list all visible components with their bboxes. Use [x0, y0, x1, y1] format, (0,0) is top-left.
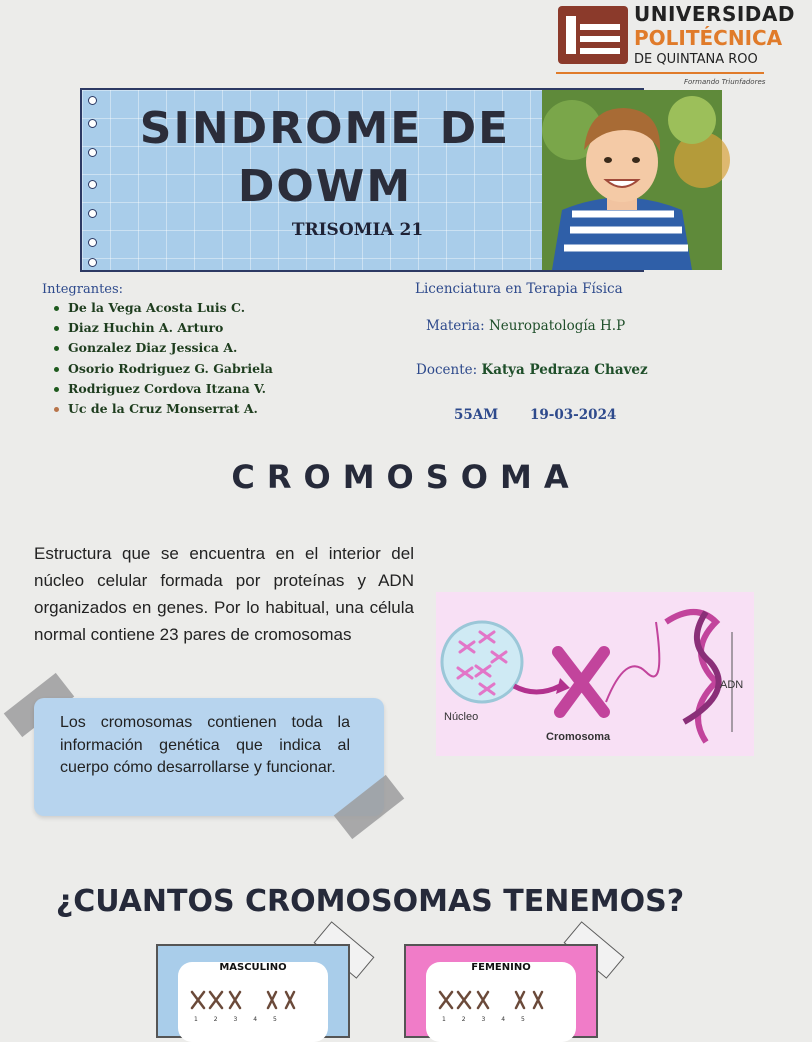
- member-item: Osorio Rodriguez G. Gabriela: [52, 359, 273, 379]
- binder-ring: [88, 180, 97, 189]
- university-logo: [558, 6, 628, 64]
- teacher-value: Katya Pedraza Chavez: [481, 362, 648, 378]
- binder-ring: [88, 119, 97, 128]
- logo-motto: Formando Triunfadores: [684, 78, 766, 86]
- chromosome-label: Cromosoma: [546, 731, 611, 743]
- male-karyotype-card: [156, 944, 350, 1038]
- page-title: SINDROME DE DOWM: [139, 103, 511, 212]
- info-note-text: Los cromosomas contienen toda la información genética que indica al cuerpo cómo desarrollarse y funcionar.: [60, 714, 350, 776]
- chromosome-definition: Estructura que se encuentra en el interior del núcleo celular formada por proteínas y ADN organizados en genes. Por lo habitual, una célula normal contiene 23 pares de cromosomas: [34, 544, 414, 644]
- member-item: Uc de la Cruz Monserrat A.: [52, 399, 273, 419]
- female-label: FEMENINO: [471, 962, 531, 973]
- logo-line-2: POLITÉCNICA: [634, 26, 783, 50]
- dna-label: ADN: [720, 679, 744, 691]
- binder-ring: [88, 148, 97, 157]
- chromosome-illustration: [436, 592, 754, 756]
- binder-ring: [88, 238, 97, 247]
- binder-ring: [88, 209, 97, 218]
- member-item: De la Vega Acosta Luis C.: [52, 298, 273, 318]
- teacher-row: [416, 362, 648, 378]
- subject-label: Materia:: [426, 318, 485, 334]
- member-item: Gonzalez Diaz Jessica A.: [52, 338, 273, 358]
- male-label: MASCULINO: [219, 962, 287, 973]
- date: 19-03-2024: [530, 407, 617, 423]
- logo-line-3: DE QUINTANA ROO: [634, 52, 758, 67]
- binder-ring: [88, 258, 97, 267]
- members-label: Integrantes:: [42, 282, 124, 297]
- group-code: 55AM: [454, 407, 499, 423]
- members-list: [52, 298, 273, 419]
- karyotype-panel: [426, 962, 576, 1042]
- member-item: Diaz Huchin A. Arturo: [52, 318, 273, 338]
- binder-ring: [88, 96, 97, 105]
- karyotype-numbers: 1 2 3 4 5: [194, 1016, 277, 1023]
- logo-line-1: UNIVERSIDAD: [634, 2, 795, 26]
- logo-divider: [556, 72, 764, 74]
- female-karyotype-card: [404, 944, 598, 1038]
- degree-name: Licenciatura en Terapia Física: [415, 281, 623, 297]
- karyotype-panel: [178, 962, 328, 1042]
- question-title: ¿CUANTOS CROMOSOMAS TENEMOS?: [55, 884, 685, 919]
- member-item: Rodriguez Cordova Itzana V.: [52, 379, 273, 399]
- page-subtitle: TRISOMIA 21: [291, 220, 424, 240]
- nucleus-label: Núcleo: [444, 711, 479, 723]
- section-title: CROMOSOMA: [231, 458, 581, 496]
- subject-value: Neuropatología H.P: [488, 318, 626, 334]
- subject-row: [426, 318, 625, 334]
- child-photo: [542, 90, 722, 270]
- karyotype-numbers: 1 2 3 4 5: [442, 1016, 525, 1023]
- teacher-label: Docente:: [416, 362, 478, 378]
